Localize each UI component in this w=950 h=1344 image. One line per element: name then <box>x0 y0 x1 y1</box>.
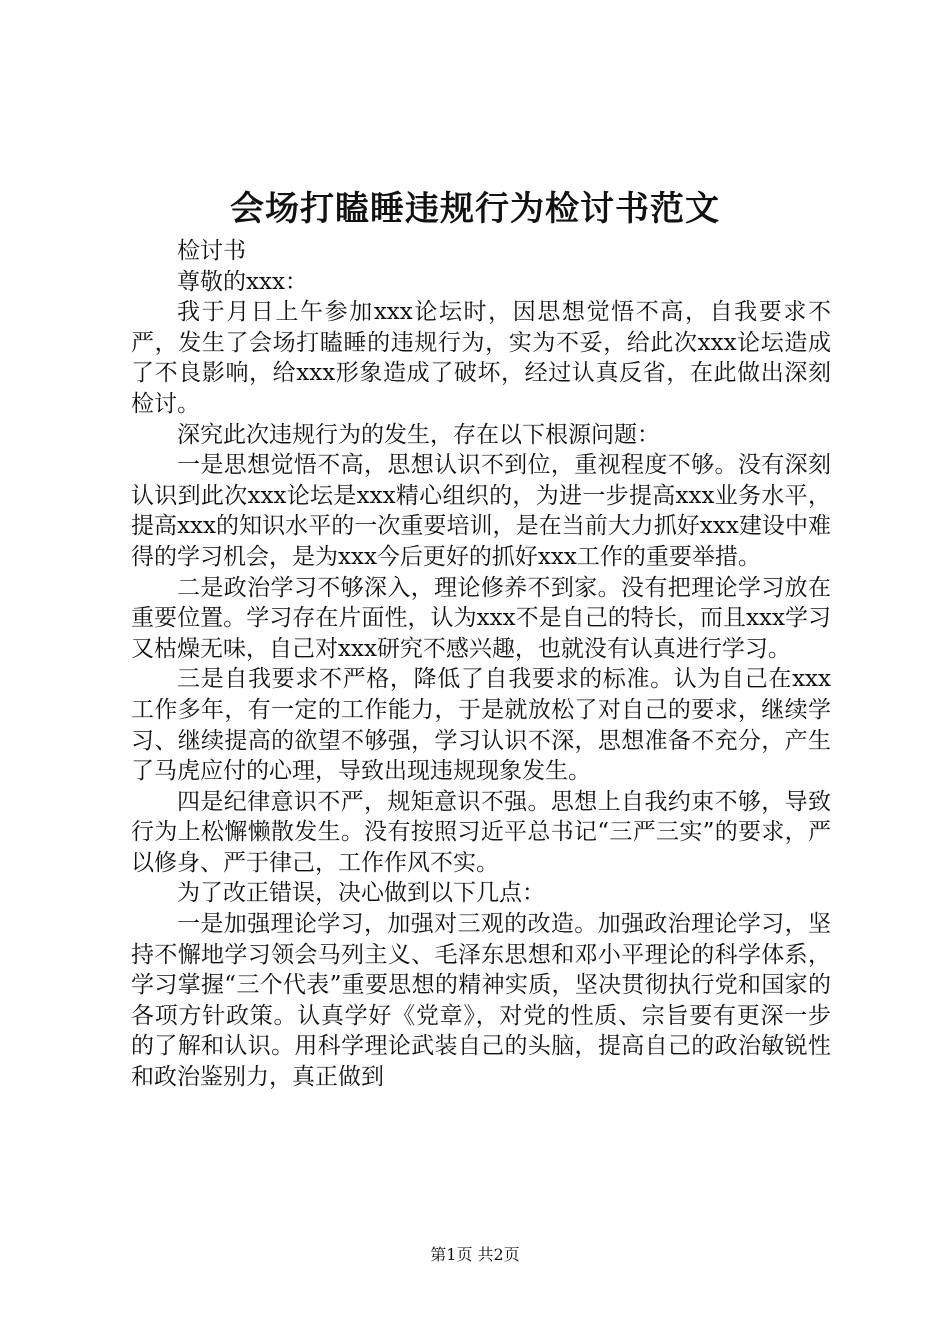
page-footer: 第1页 共2页 <box>430 1245 520 1264</box>
paragraph: 二是政治学习不够深入，理论修养不到家。没有把理论学习放在重要位置。学习存在片面性，认为xxx不是自己的特长，而且xxx学习又枯燥无味，自己对xxx研究不感兴趣，也就没有认真进行学习。 <box>131 574 831 662</box>
paragraph: 一是加强理论学习，加强对三观的改造。加强政治理论学习，坚持不懈地学习领会马列主义、毛泽东思想和邓小平理论的科学体系，学习掌握“三个代表”重要思想的精神实质，坚决贯彻执行党和国家的各项方针政策。认真学好《党章》，对党的性质、宗旨要有更深一步的了解和认识。用科学理论武装自己的头脑，提高自己的政治敏锐性和政治鉴别力，真正做到 <box>131 911 831 1091</box>
paragraph: 为了改正错误，决心做到以下几点： <box>177 880 545 907</box>
document-body <box>131 236 831 1093</box>
paragraph-salutation: 尊敬的xxx： <box>177 268 308 295</box>
document-title: 会场打瞌睡违规行为检讨书范文 <box>230 189 720 229</box>
paragraph: 一是思想觉悟不高，思想认识不到位，重视程度不够。没有深刻认识到此次xxx论坛是xxx精心组织的，为进一步提高xxx业务水平，提高xxx的知识水平的一次重要培训，是在当前大力抓好xxx建设中难得的学习机会，是为xxx今后更好的抓好xxx工作的重要举措。 <box>131 452 831 570</box>
paragraph: 深究此次违规行为的发生，存在以下根源问题： <box>177 421 660 448</box>
paragraph: 我于月日上午参加xxx论坛时，因思想觉悟不高，自我要求不严，发生了会场打瞌睡的违规行为，实为不妥，给此次xxx论坛造成了不良影响，给xxx形象造成了破坏，经过认真反省，在此做出深刻检讨。 <box>131 299 831 417</box>
paragraph: 三是自我要求不严格，降低了自我要求的标准。认为自己在xxx工作多年，有一定的工作能力，于是就放松了对自己的要求，继续学习、继续提高的欲望不够强，学习认识不深，思想准备不充分，产生了马虎应付的心理，导致出现违规现象发生。 <box>131 666 831 785</box>
paragraph-heading: 检讨书 <box>177 238 246 264</box>
paragraph: 四是纪律意识不严，规矩意识不强。思想上自我约束不够，导致行为上松懈懒散发生。没有按照习近平总书记“三严三实”的要求，严以修身、严于律己，工作作风不实。 <box>131 788 831 876</box>
